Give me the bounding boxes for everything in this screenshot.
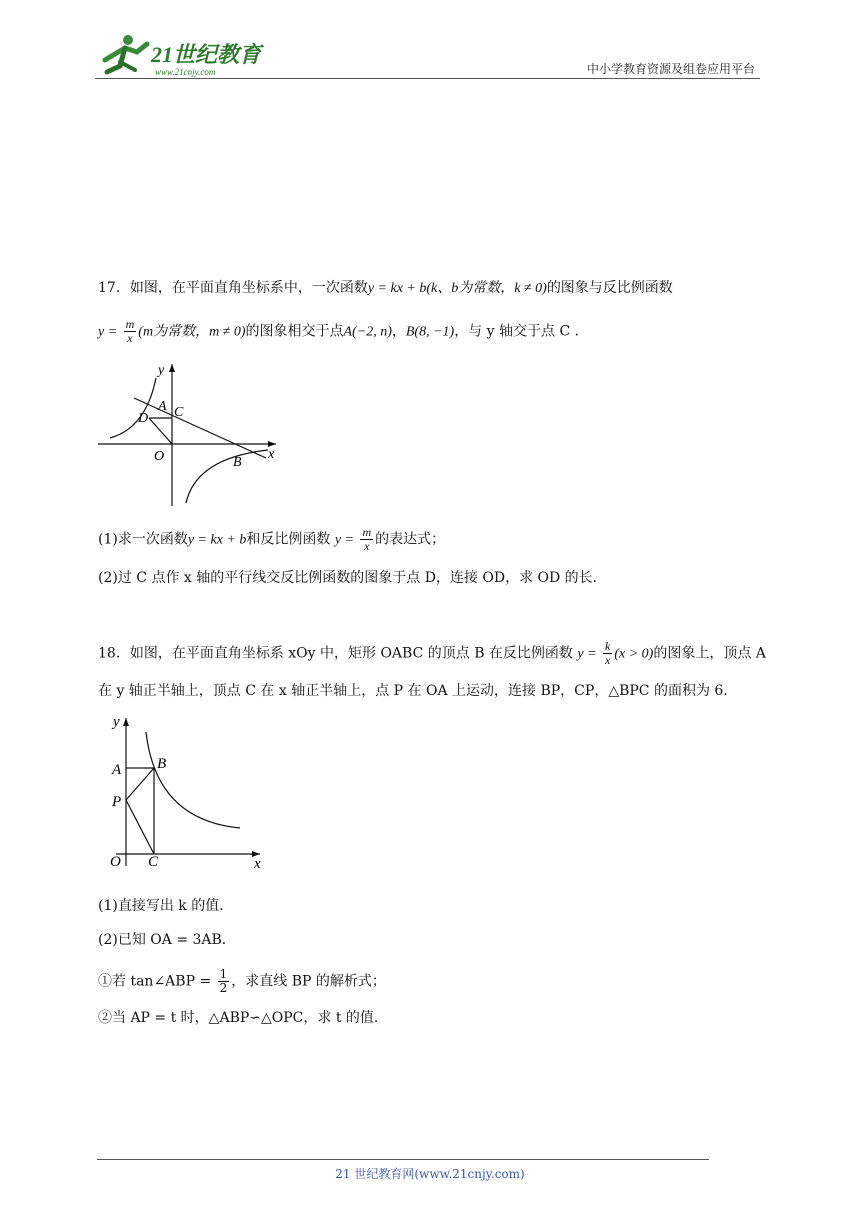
q18-fraction-one-half: $\frac{1}{2}$ [219, 967, 228, 995]
footer-source[interactable]: 21 世纪教育网(www.21cnjy.com) [335, 1167, 525, 1181]
q17-line2: y = $\frac{m}{x}$ (m为常数，m ≠ 0)的图象相交于点A(−2, n)，B(8, −1)，与 y 轴交于点 C . [98, 317, 580, 345]
q17-label-O: O [154, 449, 165, 464]
q18-fraction-k-over-x: $\frac{k}{x}$ [605, 639, 611, 667]
q18-part2: (2)已知 OA = 3AB． [98, 932, 236, 948]
q17-label-A: A [158, 399, 167, 414]
footer-divider [97, 1159, 709, 1160]
logo-url: www.21cnjy.com [155, 67, 216, 77]
runner-logo-icon [105, 35, 147, 72]
q18-sub1: ①若 tan∠ABP = $\frac{1}{2}$ ，求直线 BP 的解析式； [98, 967, 386, 995]
q18-line2: 在 y 轴正半轴上，顶点 C 在 x 轴正半轴上，点 P 在 OA 上运动，连接 BP，CP，△BPC 的面积为 6． [98, 683, 738, 699]
q18-line1: 18．如图，在平面直角坐标系 xOy 中，矩形 OABC 的顶点 B 在反比例函数 y = $\frac{k}{x}$ (x > 0)的图象上，顶点 A [98, 639, 766, 667]
q17-label-D: D [138, 411, 149, 426]
q17-label-B: B [233, 455, 242, 470]
q18-label-A: A [112, 762, 122, 778]
q17-line1: 17．如图，在平面直角坐标系中，一次函数y = kx + b(k、b为常数，k ≠ 0)的图象与反比例函数 [98, 280, 673, 296]
q18-label-x: x [254, 856, 261, 870]
q18-sub2: ②当 AP = t 时，△ABP∽△OPC，求 t 的值． [98, 1010, 388, 1026]
q17-part1: (1)求一次函数y = kx + b和反比例函数 y = $\frac{m}{x}$ 的表达式； [98, 525, 446, 553]
q18-label-P: P [112, 794, 122, 810]
q17-part1-fraction: $\frac{m}{x}$ [362, 525, 372, 553]
q17-part2: (2)过 C 点作 x 轴的平行线交反比例函数的图象于点 D，连接 OD，求 OD 的长． [98, 570, 607, 586]
q17-fraction-m-over-x: $\frac{m}{x}$ [125, 317, 135, 345]
q18-label-B: B [157, 756, 167, 772]
logo-text: 21世纪教育 [151, 42, 262, 67]
q17-figure [96, 358, 286, 508]
header-divider [95, 78, 760, 79]
platform-name: 中小学教育资源及组卷应用平台 [586, 62, 755, 76]
q18-figure [108, 710, 278, 870]
q18-part1: (1)直接写出 k 的值． [98, 898, 234, 914]
q18-label-C: C [148, 854, 159, 870]
site-logo [95, 30, 265, 80]
q18-label-O: O [110, 854, 121, 870]
q17-label-y: y [158, 363, 165, 378]
q17-label-x: x [268, 447, 275, 462]
q17-label-C: C [174, 405, 184, 420]
q18-label-y: y [113, 714, 120, 730]
